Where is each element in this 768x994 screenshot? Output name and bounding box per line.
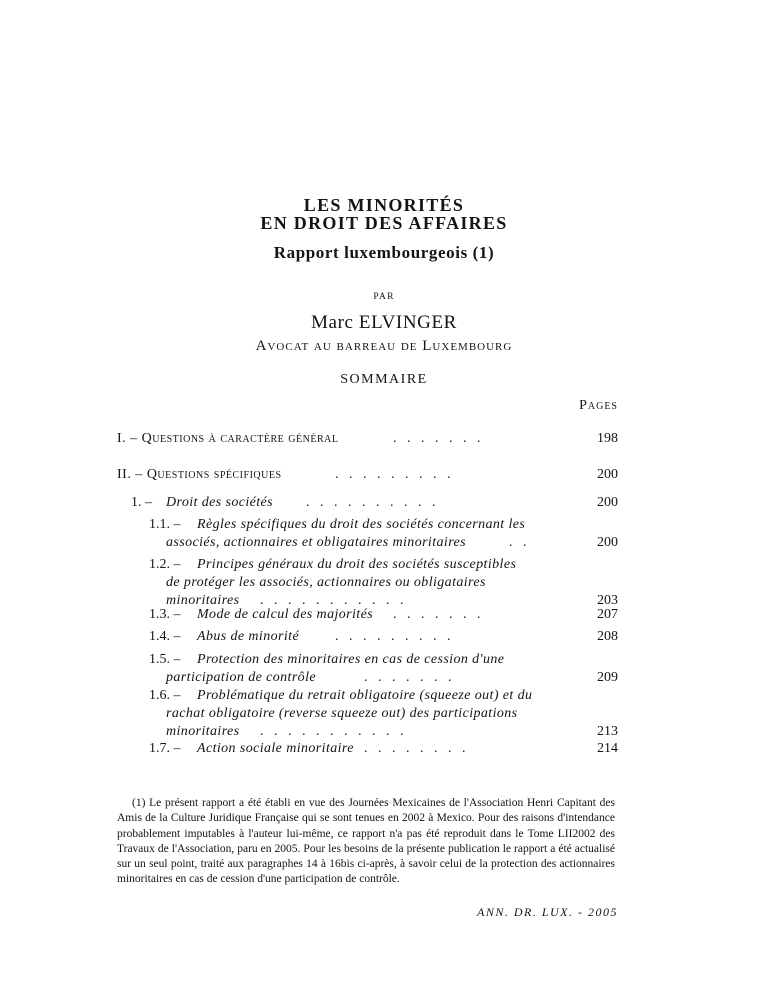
toc-number: 1.6. – [149, 688, 181, 703]
toc-label-line: Protection des minoritaires en cas de cession d'une [197, 652, 505, 667]
toc-number: 1.5. – [149, 652, 181, 667]
toc-leader: . . . . . . . . . . [306, 495, 436, 510]
toc-number: 1.2. – [149, 557, 181, 572]
toc-label-line: participation de contrôle [166, 670, 316, 685]
toc-label-line: Règles spécifiques du droit des sociétés concernant les [197, 517, 526, 532]
toc-number: 1.7. – [149, 741, 181, 756]
page-footer: ANN. DR. LUX. - 2005 [477, 905, 618, 919]
toc-label-line: rachat obligatoire (reverse squeeze out) des participations [166, 706, 518, 721]
par-label: PAR [373, 292, 395, 302]
toc-leader: . . . . . . . [393, 607, 481, 622]
toc-label-line: de protéger les associés, actionnaires ou obligataires [166, 575, 486, 590]
footnote [117, 796, 615, 888]
toc-label: Abus de minorité [197, 629, 300, 644]
toc-leader: . . . . . . . . . . . [260, 724, 404, 739]
toc-page: 209 [597, 670, 618, 685]
toc-entry [0, 556, 768, 610]
toc-leader: . . . . . . . [364, 670, 452, 685]
toc-page: 200 [597, 495, 618, 510]
toc-page: 200 [597, 535, 618, 550]
toc-leader: . . . . . . . [393, 431, 481, 446]
title-line-2: EN DROIT DES AFFAIRES [260, 213, 508, 233]
toc-number: 1.3. – [149, 607, 181, 622]
toc-entry [0, 651, 768, 687]
toc-label-line: minoritaires [166, 593, 240, 608]
toc-label: II. – Questions spécifiques [117, 467, 282, 482]
subtitle: Rapport luxembourgeois (1) [273, 243, 495, 262]
title-line-1: LES MINORITÉS [303, 195, 465, 215]
toc-number: 1. – [131, 495, 152, 510]
footnote-text: (1) Le présent rapport a été établi en vue des Journées Mexicaines de l'Association Henri Capitant des Amis de la Culture Juridique Française qui se sont tenues en 2002 à Mexico. Pour des raisons d'intendance probablement imputables à l'auteur lui-même, ce rapport n'a pas été reproduit dans le Tome LII2002 des Travaux de l'Association, paru en 2005. Pour les besoins de la présente publication le rapport a été actualisé sur un seul point, traité aux paragraphes 14 à 16bis ci-après, à savoir celui de la protection des actionnaires minoritaires en cas de cession d'une participation de contrôle. [117, 797, 615, 886]
toc-label-line: associés, actionnaires et obligataires minoritaires [166, 535, 466, 550]
toc-number: 1.4. – [149, 629, 181, 644]
toc-label-line: Problématique du retrait obligatoire (squeeze out) et du [197, 688, 533, 703]
pages-label: Pages [579, 398, 618, 413]
toc-number: 1.1. – [149, 517, 181, 532]
author-role: Avocat au barreau de Luxembourg [255, 338, 513, 354]
toc-leader: . . . . . . . . . [335, 467, 451, 482]
toc-page: 213 [597, 724, 618, 739]
toc-leader: . . . . . . . . . . . [260, 593, 404, 608]
toc-page: 203 [597, 593, 618, 608]
toc-page: 207 [597, 607, 618, 622]
toc-label-line: Principes généraux du droit des sociétés susceptibles [197, 557, 517, 572]
toc-leader: . . . . . . . . [364, 741, 466, 756]
sommaire-heading: SOMMAIRE [340, 372, 428, 387]
toc-page: 214 [597, 741, 618, 756]
toc-label: Droit des sociétés [166, 495, 273, 510]
toc-entry [0, 516, 768, 552]
toc-label: Action sociale minoritaire [197, 741, 354, 756]
author-name: Marc ELVINGER [311, 312, 457, 333]
toc-label-line: minoritaires [166, 724, 240, 739]
toc-entry [0, 687, 768, 741]
toc-leader: . . . . . . . . . [335, 629, 451, 644]
toc-leader: . . [509, 535, 527, 550]
toc-page: 200 [597, 467, 618, 482]
toc-label: I. – Questions à caractère général [117, 431, 339, 446]
toc-page: 208 [597, 629, 618, 644]
toc-page: 198 [597, 431, 618, 446]
toc-label: Mode de calcul des majorités [197, 607, 374, 622]
